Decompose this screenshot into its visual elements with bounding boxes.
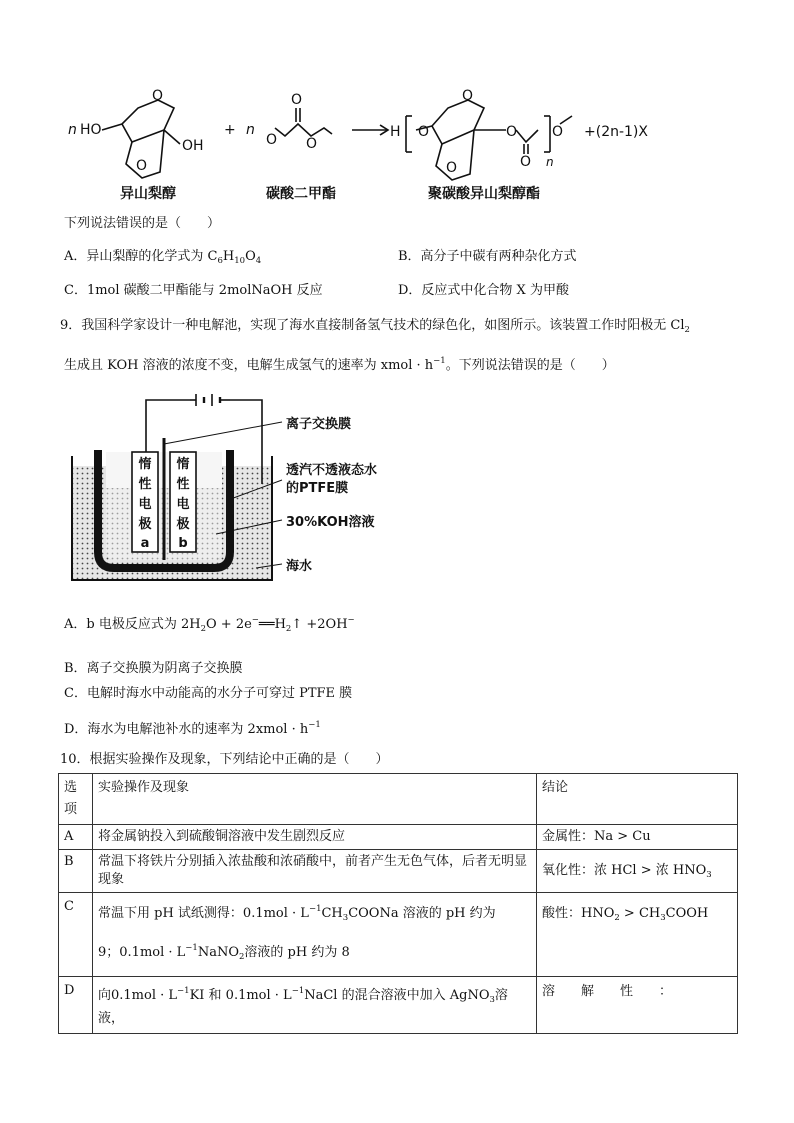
- electrode-a-char: 惰: [138, 457, 152, 472]
- electrode-b-char: 性: [176, 477, 190, 492]
- q9-stem-line2: 生成且 KOH 溶液的浓度不变，电解生成氢气的速率为 xmol · $h^{-1}$。下列说法错误的是（ ）: [64, 356, 615, 373]
- svg-text:O: O: [266, 132, 278, 148]
- svg-text:O: O: [446, 160, 458, 176]
- electrode-a-char: 极: [138, 517, 152, 532]
- svg-text:O: O: [136, 158, 148, 174]
- svg-text:O: O: [418, 124, 430, 140]
- row-option: A: [59, 825, 93, 850]
- row-conclusion: 溶 解 性 ：: [537, 977, 738, 1034]
- svg-text:异山梨醇: 异山梨醇: [120, 186, 176, 202]
- ion-exchange-membrane-label: 离子交换膜: [286, 417, 352, 432]
- seawater-label: 海水: [286, 559, 313, 574]
- svg-text:O: O: [506, 124, 518, 140]
- row-conclusion: 酸性：$HNO_2$ > $CH_3COOH$: [537, 893, 738, 977]
- svg-text:O: O: [462, 88, 474, 104]
- table-row: [59, 850, 738, 893]
- table-header-row: [59, 774, 738, 825]
- electrode-b-char: 惰: [176, 457, 190, 472]
- q9-option-a: A．b 电极反应式为 $2H_2O$ + $2e^-══H_2↑ +2OH^-$: [64, 615, 355, 634]
- table-row: [59, 893, 738, 977]
- svg-text:O: O: [306, 136, 318, 152]
- ptfe-label-line2: 的PTFE膜: [286, 481, 349, 496]
- svg-text:+(2n-1)X: +(2n-1)X: [584, 124, 648, 140]
- svg-text:O: O: [552, 124, 564, 140]
- row-operation: 常温下用 pH 试纸测得：$0.1mol \cdot L^{-1}CH_3COONa$ 溶液的 pH 约为 9；$0.1mol \cdot L^{-1}NaNO_2$溶液的 pH 约为 8: [93, 893, 537, 977]
- row-operation: 常温下将铁片分别插入浓盐酸和浓硝酸中，前者产生无色气体，后者无明显现象: [93, 850, 537, 893]
- q8-option-d: D．反应式中化合物 X 为甲酸: [398, 283, 569, 298]
- svg-text:n: n: [546, 155, 554, 169]
- q9-option-c: C．电解时海水中动能高的水分子可穿过 PTFE 膜: [64, 686, 353, 701]
- svg-text:HO: HO: [80, 122, 102, 138]
- row-option: C: [59, 893, 93, 977]
- svg-text:O: O: [291, 92, 303, 108]
- electrode-b-char: 电: [176, 497, 190, 512]
- svg-text:碳酸二甲酯: 碳酸二甲酯: [266, 186, 336, 202]
- svg-text:O: O: [152, 88, 164, 104]
- q10-table: [58, 773, 738, 1034]
- koh-solution-label: 30%KOH溶液: [286, 515, 375, 530]
- q9-stem-line1: 9．我国科学家设计一种电解池，实现了海水直接制备氢气技术的绿色化，如图所示。该装置工作时阳极无 $Cl_2$: [60, 318, 690, 335]
- electrode-a-char: 电: [138, 497, 152, 512]
- table-row: [59, 977, 738, 1034]
- table-row: [59, 825, 738, 850]
- ptfe-label-line1: 透汽不透液态水: [286, 463, 378, 478]
- header-operation: 实验操作及现象: [93, 774, 537, 825]
- q8-option-b: B．高分子中碳有两种杂化方式: [398, 249, 577, 264]
- q9-option-d: D．海水为电解池补水的速率为 2xmol · $h^{-1}$: [64, 720, 321, 737]
- svg-text:+: +: [224, 122, 236, 138]
- svg-text:n: n: [246, 122, 255, 138]
- electrolysis-cell-diagram: [66, 392, 396, 590]
- q8-option-c: C．1mol 碳酸二甲酯能与 2molNaOH 反应: [64, 283, 323, 298]
- q9-option-b: B．离子交换膜为阴离子交换膜: [64, 661, 243, 676]
- electrode-b-char: 极: [176, 517, 190, 532]
- q10-stem: 10．根据实验操作及现象，下列结论中正确的是（ ）: [60, 752, 389, 767]
- row-operation: 将金属钠投入到硫酸铜溶液中发生剧烈反应: [93, 825, 537, 850]
- row-conclusion: 氧化性：浓 HCl > 浓 $HNO_3$: [537, 850, 738, 893]
- q8-stem: 下列说法错误的是（ ）: [64, 216, 221, 231]
- header-option: 选项: [59, 774, 93, 825]
- polycarbonate-reaction-scheme: [60, 86, 660, 210]
- header-conclusion: 结论: [537, 774, 738, 825]
- row-option: D: [59, 977, 93, 1034]
- svg-text:H: H: [390, 124, 401, 140]
- svg-text:OH: OH: [182, 138, 204, 154]
- electrode-b-char: b: [178, 536, 188, 551]
- electrode-a-char: 性: [138, 477, 152, 492]
- svg-text:O: O: [520, 154, 532, 170]
- electrode-a-char: a: [140, 536, 150, 551]
- row-operation: 向$0.1mol \cdot L^{-1}KI$ 和 $0.1mol \cdot L^{-1}NaCl$ 的混合溶液中加入 AgNO$_3$溶液，: [93, 977, 537, 1034]
- row-option: B: [59, 850, 93, 893]
- svg-text:聚碳酸异山梨醇酯: 聚碳酸异山梨醇酯: [428, 186, 540, 202]
- q8-option-a: A．异山梨醇的化学式为 $C_6H_{10}O_4$: [64, 249, 262, 266]
- svg-text:n: n: [68, 122, 77, 138]
- row-conclusion: 金属性：Na > Cu: [537, 825, 738, 850]
